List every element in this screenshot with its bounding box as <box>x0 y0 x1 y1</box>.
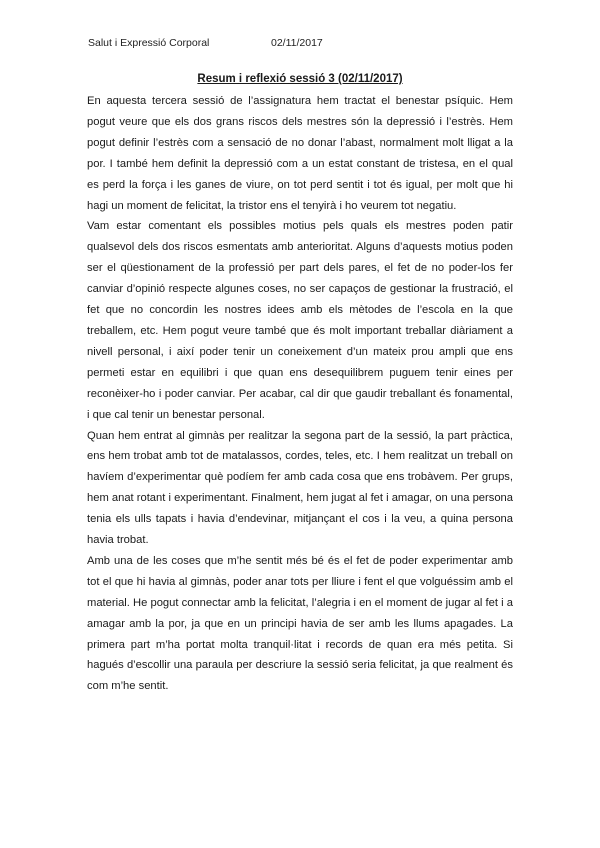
paragraph-2: Vam estar comentant els possibles motius pels quals els mestres poden patir qualsevol dels dos riscos esmentats amb anterioritat. Alguns d’aquests motius poden ser el qüestionament de la professió per part dels pares, el fet de no poder-los fer canviar d’opinió respecte algunes coses, no ser capaços de gestionar la frustració, el fet que no concordin les nostres idees amb els mètodes de l’escola en la que treballem, etc. Hem pogut veure també que és molt important treballar diàriament a nivell personal, i així poder tenir un coneixement d’un mateix prou ampli que ens permeti estar en equilibri i que quan ens desequilibrem puguem tenir eines per reconèixer-ho i poder canviar. Per acabar, cal dir que gaudir treballant és fonamental, i que cal tenir un benestar personal. <box>87 220 513 421</box>
document-title: Resum i reflexió sessió 3 (02/11/2017) <box>197 73 403 85</box>
paragraph-1: En aquesta tercera sessió de l’assignatura hem tractat el benestar psíquic. Hem pogut veure que els dos grans riscos dels mestres són la depressió i l’estrès. Hem pogut definir l’estrès com a sensació de no donar l’abast, normalment molt lligat a la por. I també hem definit la depressió com a un estat constant de tristesa, en el qual es perd la força i les ganes de viure, on tot perd sentit i tot és igual, per molt que hi hagi un moment de felicitat, la tristor ens el tenyirà i ho veurem tot negatiu. <box>87 95 513 212</box>
course-name: Salut i Expressió Corporal <box>88 37 210 49</box>
document-body <box>87 91 513 697</box>
paragraph-4: Amb una de les coses que m’he sentit més bé és el fet de poder experimentar amb tot el que hi havia al gimnàs, poder anar tots per lliure i fent el que volguéssim amb el material. He pogut connectar amb la felicitat, l’alegria i en el moment de jugar al fet i a amagar amb la por, ja que en un principi havia de ser amb les llums apagades. La primera part m’ha portat molta tranquil·litat i records de quan era més petita. Si hagués d’escollir una paraula per descriure la sessió seria felicitat, ja que realment és com m’he sentit. <box>87 554 513 693</box>
paragraph-3: Quan hem entrat al gimnàs per realitzar la segona part de la sessió, la part pràctica, ens hem trobat amb tot de matalassos, cordes, teles, etc. I hem realitzat un treball on havíem d’experimentar què podíem fer amb cada cosa que ens trobàvem. Per grups, hem anat rotant i experimentant. Finalment, hem jugat al fet i amagar, on una persona tenia els ulls tapats i havia d’endevinar, mitjançant el cos i la veu, a quina persona havia trobat. <box>87 429 513 547</box>
page-header <box>88 37 323 49</box>
header-date: 02/11/2017 <box>271 37 323 49</box>
